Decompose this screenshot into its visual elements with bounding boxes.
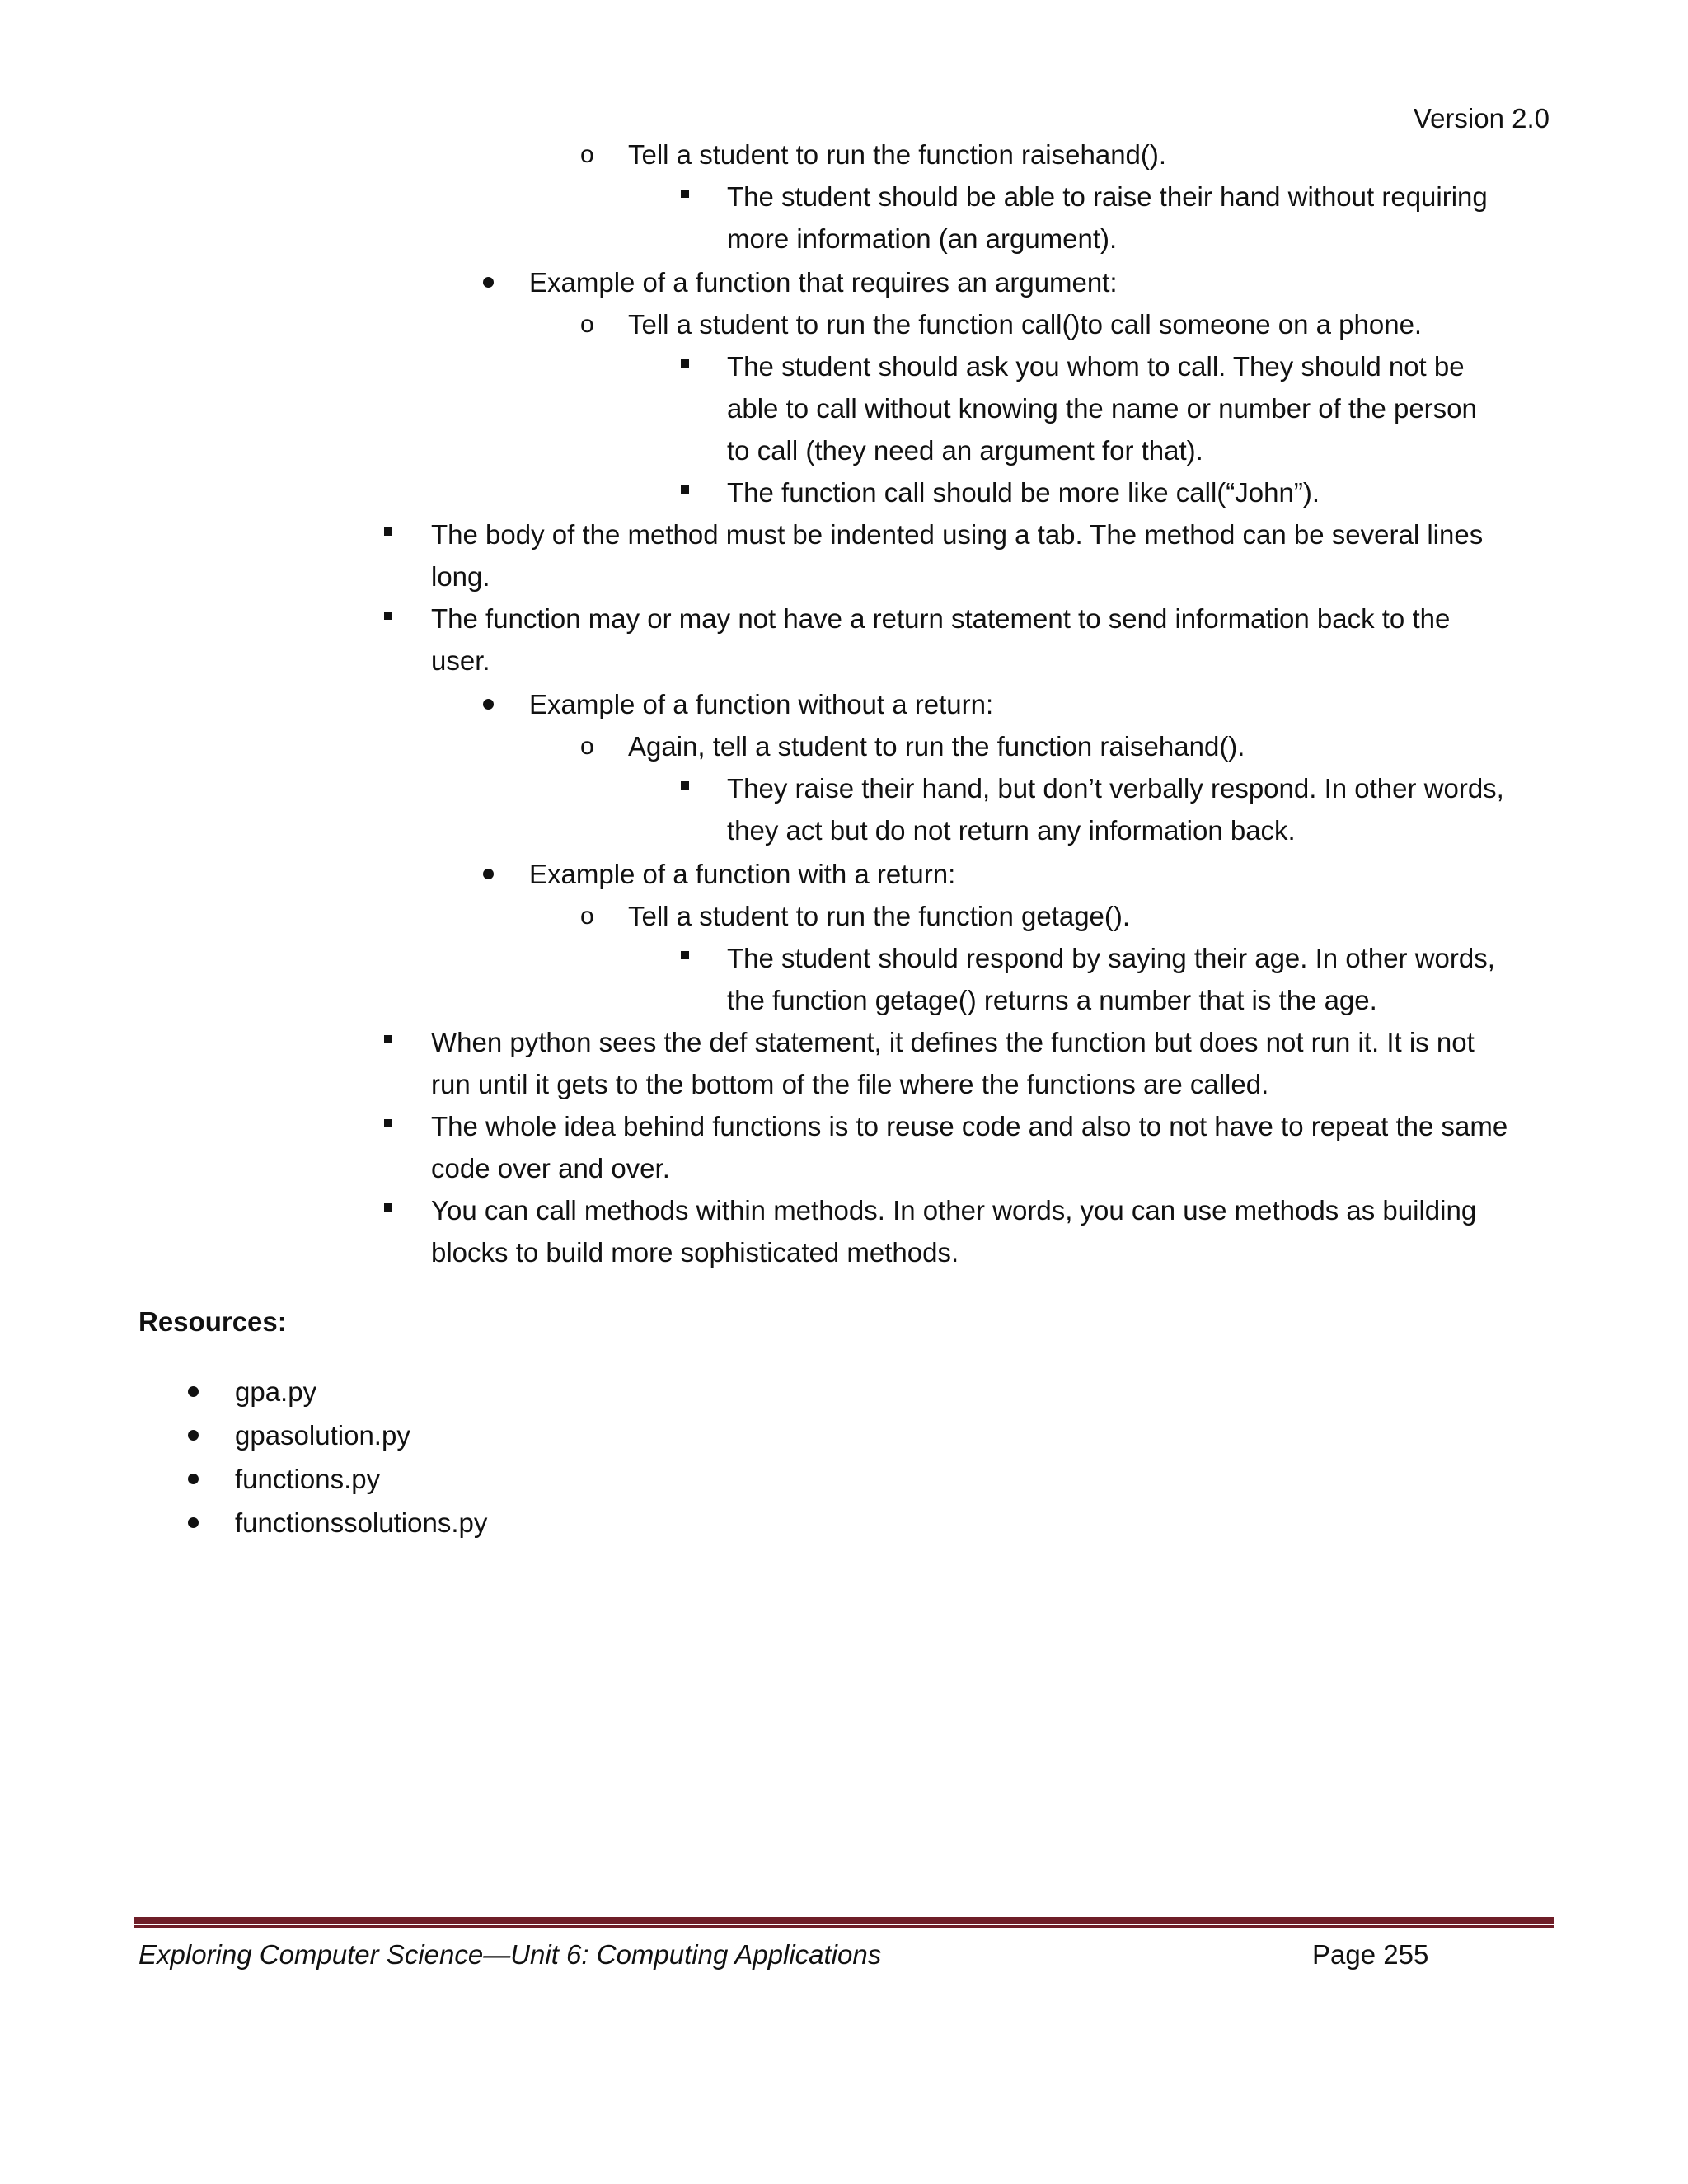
list-item-continuation: more information (an argument). [727,223,1118,254]
list-item-continuation: code over and over. [431,1153,670,1183]
list-item-continuation: the function getage() returns a number that is the age. [727,985,1377,1015]
list-item: The function call should be more like call(“John”). [727,477,1320,508]
list-item: The student should ask you whom to call. They should not be [727,351,1465,382]
disc-bullet-icon [188,1430,199,1441]
list-item-continuation: run until it gets to the bottom of the file where the functions are called. [431,1069,1269,1099]
list-item-continuation: blocks to build more sophisticated methods. [431,1237,959,1268]
footer-title: Exploring Computer Science—Unit 6: Computing Applications [138,1939,882,1970]
square-bullet-icon [681,190,689,198]
square-bullet-icon [384,1119,392,1127]
resource-link: functions.py [235,1464,381,1494]
circle-bullet-icon: o [580,902,594,930]
list-item: The function may or may not have a return statement to send information back to the [431,603,1451,634]
disc-bullet-icon [483,277,494,288]
list-item: Example of a function without a return: [529,689,994,719]
square-bullet-icon [384,612,392,620]
list-item: Example of a function with a return: [529,859,956,889]
list-item-continuation: they act but do not return any information back. [727,815,1296,846]
square-bullet-icon [384,527,392,536]
disc-bullet-icon [188,1517,199,1528]
circle-bullet-icon: o [580,733,594,760]
square-bullet-icon [681,951,689,959]
circle-bullet-icon: o [580,311,594,338]
footer-rule [134,1917,1554,1924]
resource-link: gpasolution.py [235,1420,410,1451]
list-item: The whole idea behind functions is to reuse code and also to not have to repeat the same [431,1111,1508,1141]
list-item: The student should be able to raise their hand without requiring [727,181,1488,212]
list-item: Again, tell a student to run the function raisehand(). [628,731,1245,762]
resource-link: gpa.py [235,1376,317,1407]
list-item-continuation: able to call without knowing the name or number of the person [727,393,1477,424]
list-item-continuation: to call (they need an argument for that). [727,435,1203,466]
footer-rule-thin [134,1925,1554,1928]
list-item-continuation: user. [431,645,490,676]
version-label: Version 2.0 [1413,103,1550,134]
square-bullet-icon [681,781,689,790]
list-item: Example of a function that requires an argument: [529,267,1118,298]
list-item: When python sees the def statement, it defines the function but does not run it. It is not [431,1027,1475,1057]
list-item: Tell a student to run the function call()to call someone on a phone. [628,309,1423,340]
disc-bullet-icon [483,869,494,879]
page-number: Page 255 [1312,1939,1429,1970]
list-item: Tell a student to run the function getage(). [628,901,1131,931]
resource-link: functionssolutions.py [235,1507,488,1538]
list-item: They raise their hand, but don’t verbally respond. In other words, [727,773,1504,804]
disc-bullet-icon [188,1386,199,1397]
list-item: The body of the method must be indented using a tab. The method can be several lines [431,519,1484,550]
disc-bullet-icon [483,699,494,710]
list-item-continuation: long. [431,561,490,592]
square-bullet-icon [384,1035,392,1043]
disc-bullet-icon [188,1474,199,1484]
square-bullet-icon [384,1203,392,1212]
resources-heading: Resources: [138,1306,287,1337]
square-bullet-icon [681,359,689,368]
square-bullet-icon [681,485,689,494]
circle-bullet-icon: o [580,141,594,168]
list-item: You can call methods within methods. In other words, you can use methods as building [431,1195,1477,1226]
list-item: Tell a student to run the function raisehand(). [628,139,1167,170]
list-item: The student should respond by saying their age. In other words, [727,943,1495,973]
